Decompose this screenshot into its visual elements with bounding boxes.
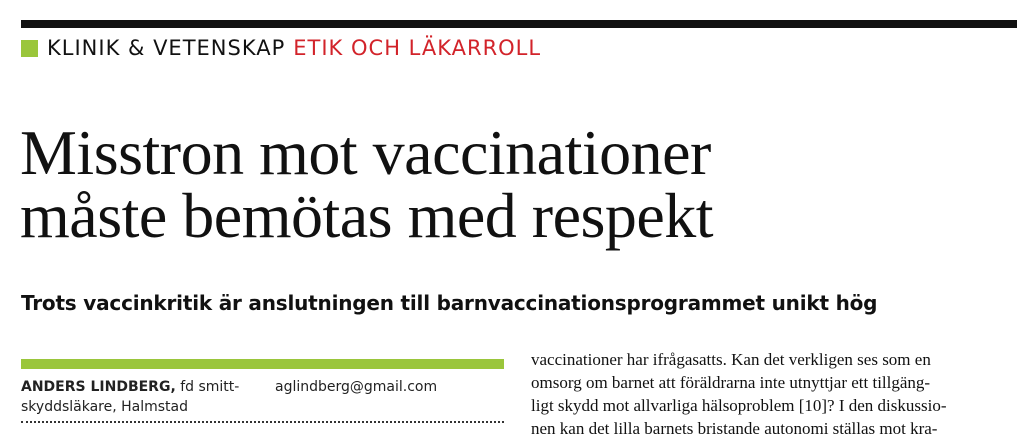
section-topic: ETIK OCH LÄKARROLL xyxy=(293,36,542,60)
headline-line-1: Misstron mot vaccinationer xyxy=(20,117,711,188)
byline xyxy=(21,377,251,417)
section-square-icon xyxy=(21,40,38,57)
headline-line-2: måste bemötas med respekt xyxy=(20,180,714,251)
body-text xyxy=(531,348,1021,440)
section-header xyxy=(21,33,541,63)
author-email: aglindberg@gmail.com xyxy=(275,379,438,395)
body-line: ligt skydd mot allvarliga hälsoproblem [10]? I den diskussio- xyxy=(531,396,947,415)
author-role-line-1: fd smitt- xyxy=(175,379,240,395)
top-rule xyxy=(21,20,1017,28)
section-category: KLINIK & VETENSKAP xyxy=(47,36,286,60)
dotted-rule xyxy=(21,421,504,423)
byline-green-rule xyxy=(21,359,504,369)
body-line: nen kan det lilla barnets bristande autonomi ställas mot kra- xyxy=(531,419,938,438)
subheadline: Trots vaccinkritik är anslutningen till barnvaccinationsprogrammet unikt hög xyxy=(21,291,878,315)
author-name: ANDERS LINDBERG, xyxy=(21,379,176,395)
headline xyxy=(20,117,1020,251)
body-line: vaccinationer har ifrågasatts. Kan det verkligen ses som en xyxy=(531,350,931,369)
body-line: omsorg om barnet att föräldrarna inte utnyttjar ett tillgäng- xyxy=(531,373,931,392)
author-role-line-2: skyddsläkare, Halmstad xyxy=(21,399,189,415)
